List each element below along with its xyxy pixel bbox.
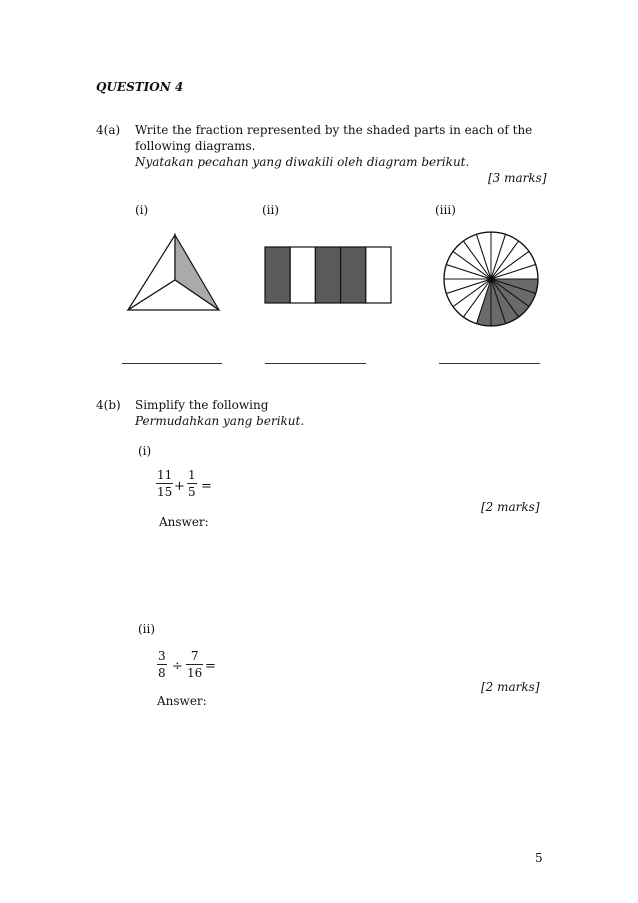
strip-unshaded [366, 247, 391, 303]
item-ii-fraction-1 [157, 649, 167, 680]
diagram-label-ii: (ii) [262, 203, 280, 217]
item-i-fraction-1 [156, 468, 173, 499]
item-ii-frac1-numerator: 3 [158, 649, 166, 663]
item-i-frac2-numerator: 1 [188, 468, 196, 482]
strip-shaded [341, 247, 366, 303]
fraction-bar [187, 483, 197, 484]
item-i-label: (i) [138, 444, 152, 458]
item-ii-frac1-denominator: 8 [158, 666, 166, 680]
item-i-operator: + [174, 479, 185, 494]
diagram-ii-strips [264, 246, 392, 304]
item-ii-operator: ÷ [172, 659, 183, 674]
item-ii-frac2-numerator: 7 [190, 649, 199, 663]
part-a-number: 4(a) [96, 123, 121, 137]
item-i-marks: [2 marks] [481, 500, 540, 514]
item-ii-equals: = [205, 659, 216, 674]
item-i-answer-label: Answer: [159, 515, 209, 529]
part-a-instruction-ms: Nyatakan pecahan yang diwakili oleh diagram berikut. [135, 155, 470, 169]
item-i-equals: = [201, 479, 212, 494]
strip-shaded [315, 247, 340, 303]
diagram-label-i: (i) [135, 203, 149, 217]
diagram-iii-circle [442, 230, 540, 328]
item-i-frac2-denominator: 5 [188, 485, 196, 499]
item-ii-frac2-denominator: 16 [187, 666, 203, 680]
item-ii-label: (ii) [138, 622, 156, 636]
fraction-bar [186, 664, 203, 665]
item-i-frac1-numerator: 11 [157, 468, 173, 482]
strip-unshaded [290, 247, 315, 303]
part-b-number: 4(b) [96, 398, 121, 412]
diagram-label-iii: (iii) [435, 203, 456, 217]
item-ii-fraction-2 [186, 649, 203, 680]
answer-blank-ii[interactable] [265, 363, 366, 364]
page-number: 5 [535, 851, 543, 865]
question-heading: QUESTION 4 [96, 80, 184, 94]
item-i-fraction-2 [187, 468, 197, 499]
item-ii-answer-label: Answer: [157, 694, 207, 708]
fraction-bar [156, 483, 173, 484]
part-a-instruction-en-2: following diagrams. [135, 139, 256, 153]
fraction-bar [157, 664, 167, 665]
item-i-frac1-denominator: 15 [157, 485, 173, 499]
part-b-instruction-en: Simplify the following [135, 398, 269, 412]
answer-blank-iii[interactable] [439, 363, 540, 364]
part-a-instruction-en-1: Write the fraction represented by the shaded parts in each of the [135, 123, 533, 137]
diagram-i-triangle [126, 227, 222, 313]
item-ii-marks: [2 marks] [481, 680, 540, 694]
answer-blank-i[interactable] [122, 363, 222, 364]
part-a-marks: [3 marks] [488, 171, 547, 185]
strip-shaded [265, 247, 290, 303]
part-b-instruction-ms: Permudahkan yang berikut. [135, 414, 305, 428]
